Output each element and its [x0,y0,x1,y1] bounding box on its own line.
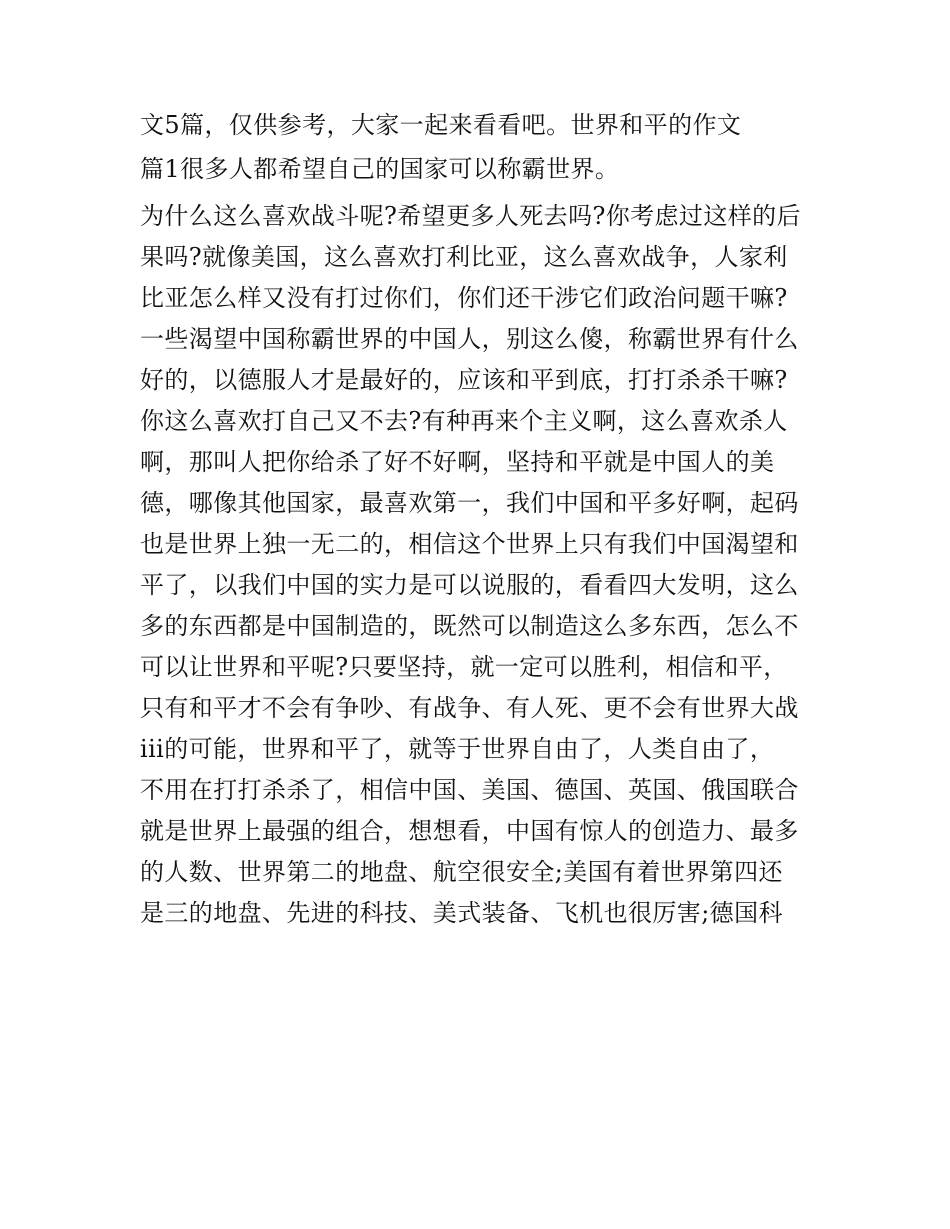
essay-text [140,108,830,934]
text-line: 你这么喜欢打自己又不去?有种再来个主义啊，这么喜欢杀人 [140,407,788,435]
text-line: 为什么这么喜欢战斗呢?希望更多人死去吗?你考虑过这样的后 [140,202,801,230]
text-line: 平了，以我们中国的实力是可以说服的，看看四大发明，这么 [140,571,799,599]
text-line: 也是世界上独一无二的，相信这个世界上只有我们中国渴望和 [140,530,799,558]
text-line: 篇1很多人都希望自己的国家可以称霸世界。 [140,155,620,183]
text-line: 啊，那叫人把你给杀了好不好啊，坚持和平就是中国人的美 [140,448,775,476]
text-line: 果吗?就像美国，这么喜欢打利比亚，这么喜欢战争，人家利 [140,243,788,271]
text-line: 就是世界上最强的组合，想想看，中国有惊人的创造力、最多 [140,817,799,845]
text-line: 不用在打打杀杀了，相信中国、美国、德国、英国、俄国联合 [140,776,799,804]
text-line: iii的可能，世界和平了，就等于世界自由了，人类自由了， [140,735,775,763]
text-line: 只有和平才不会有争吵、有战争、有人死、更不会有世界大战 [140,694,799,722]
text-line: 多的东西都是中国制造的，既然可以制造这么多东西，怎么不 [140,612,799,640]
text-line: 的人数、世界第二的地盘、航空很安全;美国有着世界第四还 [140,858,783,886]
text-line: 好的，以德服人才是最好的，应该和平到底，打打杀杀干嘛? [140,366,788,394]
text-line: 比亚怎么样又没有打过你们，你们还干涉它们政治问题干嘛? [140,284,788,312]
text-line: 文5篇，仅供参考，大家一起来看看吧。世界和平的作文 [140,111,742,139]
text-line: 一些渴望中国称霸世界的中国人，别这么傻，称霸世界有什么 [140,325,799,353]
text-line: 是三的地盘、先进的科技、美式装备、飞机也很厉害;德国科 [140,899,783,927]
text-line: 德，哪像其他国家，最喜欢第一，我们中国和平多好啊，起码 [140,489,799,517]
text-line: 可以让世界和平呢?只要坚持，就一定可以胜利，相信和平， [140,653,788,681]
